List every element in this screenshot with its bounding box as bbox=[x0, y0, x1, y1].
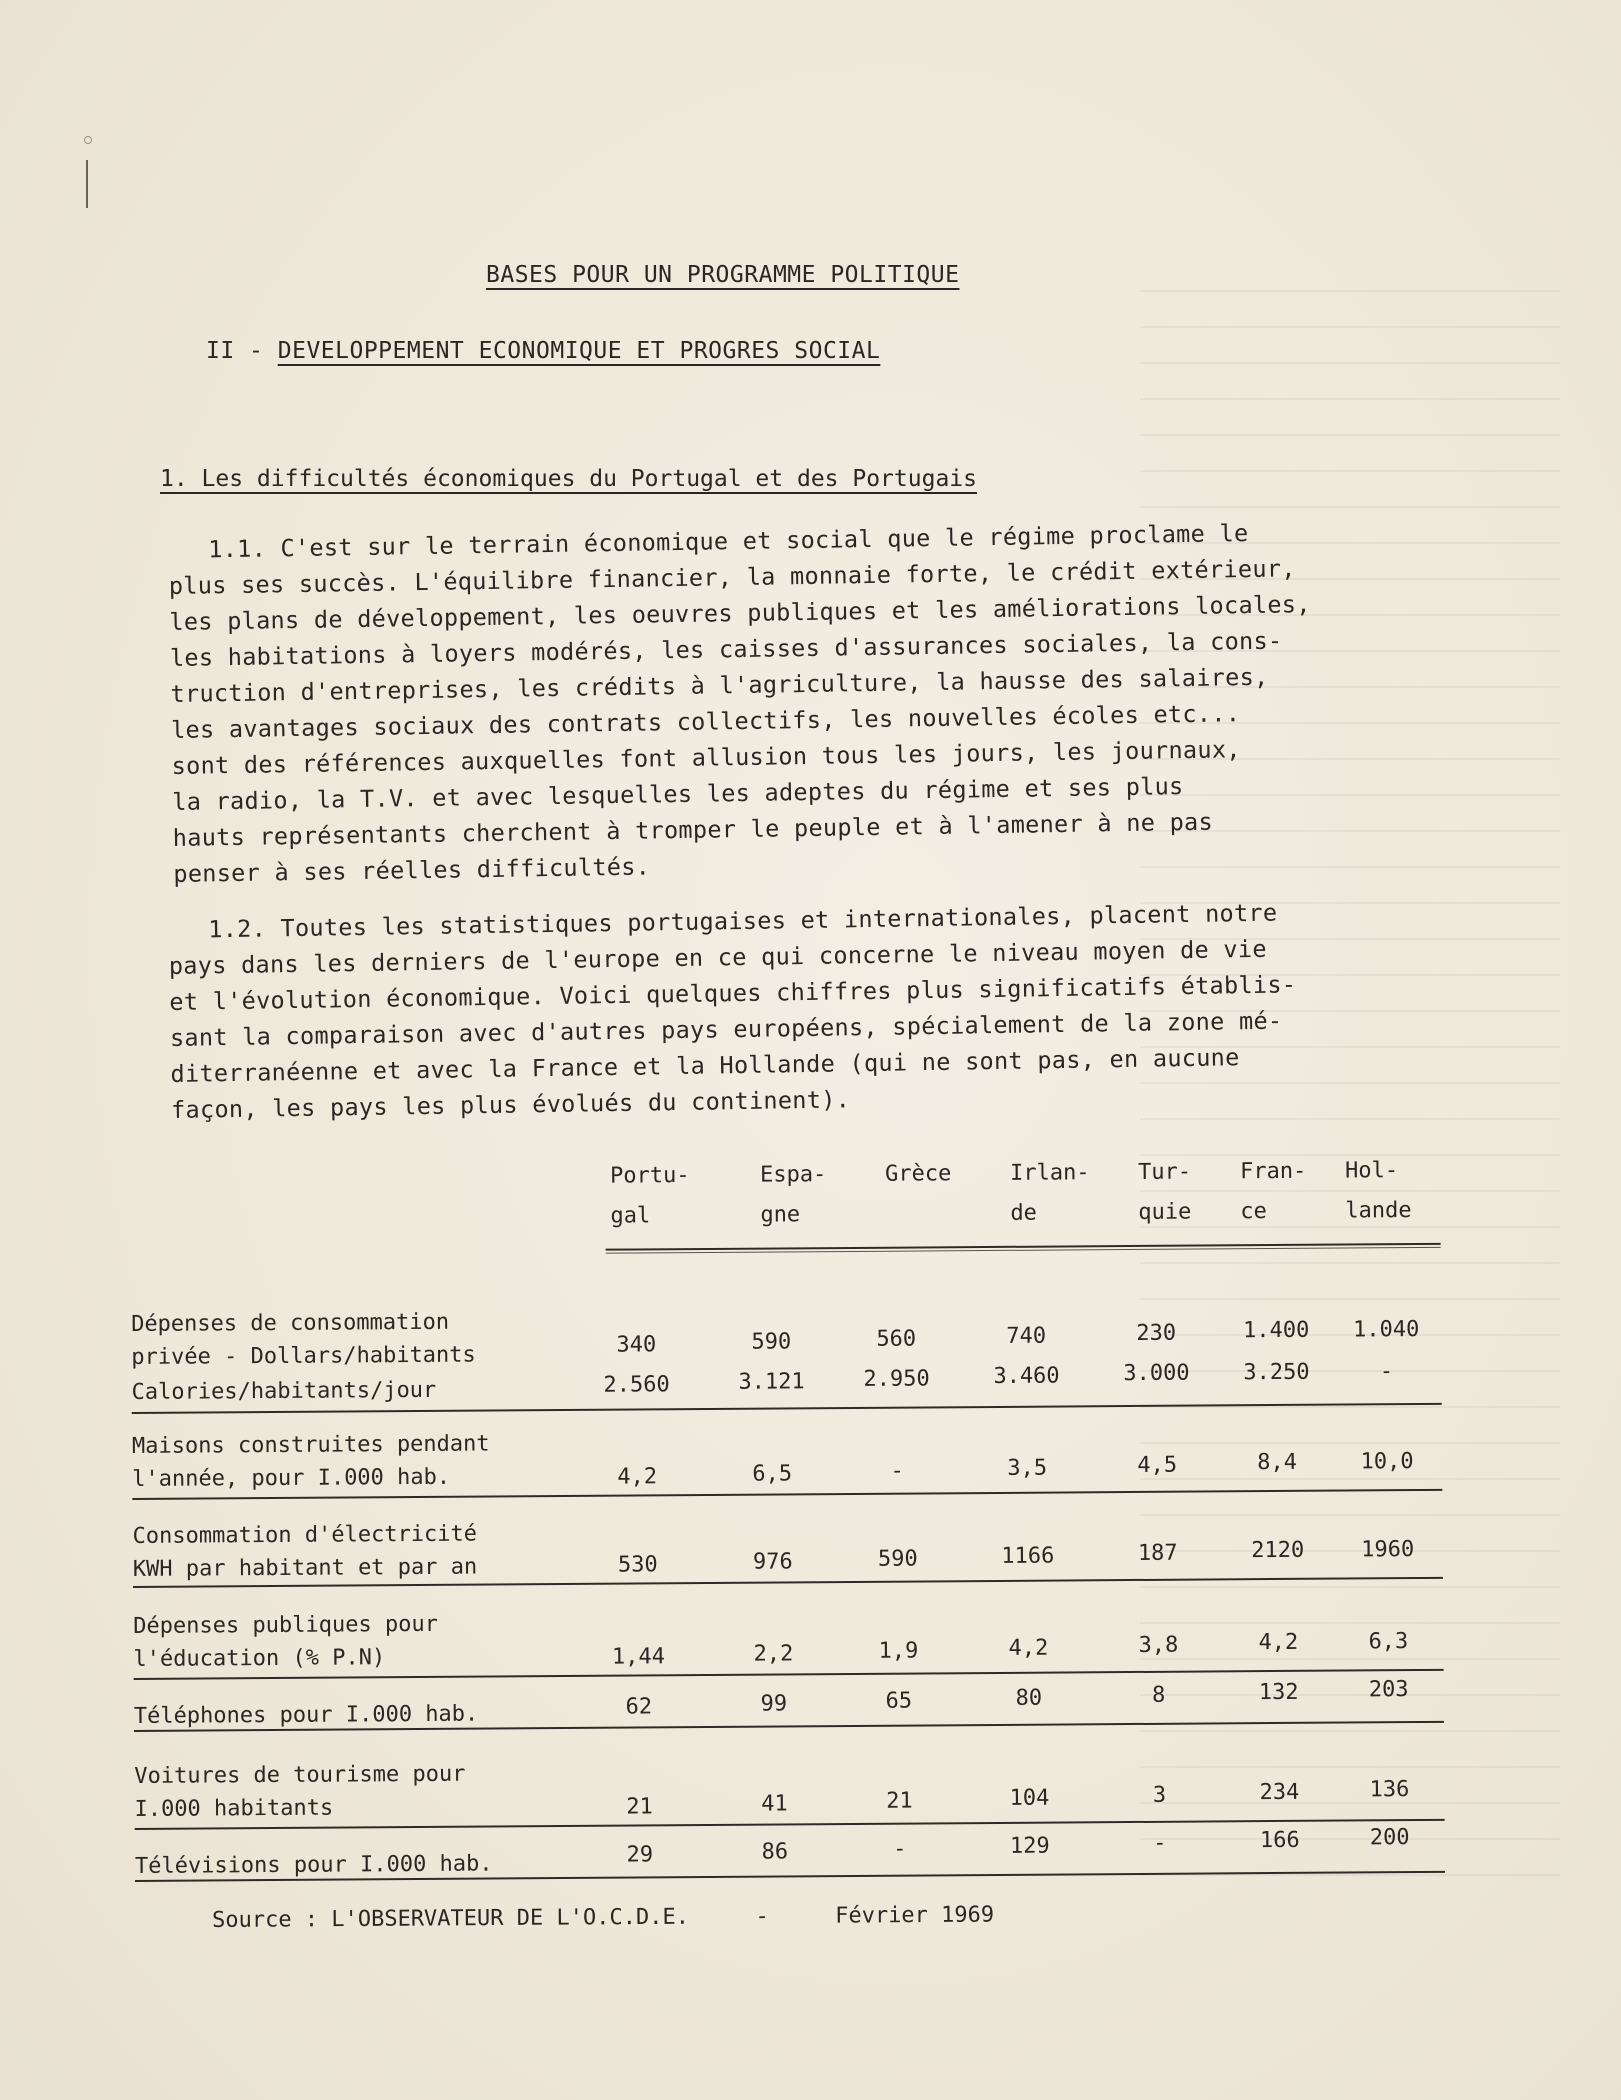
table-cell: 1166 bbox=[1001, 1543, 1055, 1569]
table-cell: 590 bbox=[877, 1546, 918, 1572]
section-heading: 1. Les difficultés économiques du Portugal et des Portugais bbox=[160, 466, 977, 492]
row-label bbox=[131, 1306, 476, 1374]
table-cell: 4,2 bbox=[617, 1464, 658, 1490]
table-row bbox=[133, 1677, 1464, 1729]
table-cell: 1960 bbox=[1361, 1537, 1415, 1563]
column-header-espagne bbox=[760, 1155, 827, 1235]
table-cell: 740 bbox=[1006, 1323, 1047, 1349]
table-cell: 2.950 bbox=[863, 1366, 930, 1392]
paragraph-line: pays dans les derniers de l'europe en ce qui concerne le niveau moyen de vie bbox=[168, 934, 1267, 980]
table-cell: 3.000 bbox=[1123, 1360, 1190, 1387]
document-subtitle bbox=[206, 338, 880, 364]
column-header-line: de bbox=[1010, 1200, 1037, 1226]
table-cell: - bbox=[890, 1458, 904, 1484]
table-cell: 8,4 bbox=[1257, 1449, 1298, 1476]
table-cell: 62 bbox=[625, 1694, 653, 1720]
paragraph-line: les avantages sociaux des contrats collectifs, les nouvelles écoles etc... bbox=[170, 699, 1241, 744]
row-label-line: Télévisions pour I.000 hab. bbox=[134, 1851, 493, 1879]
table-cell: 2.560 bbox=[603, 1372, 670, 1398]
table-cell: 41 bbox=[761, 1791, 788, 1817]
table-cell: 136 bbox=[1369, 1777, 1410, 1803]
row-label bbox=[132, 1427, 490, 1495]
table-cell: 8 bbox=[1152, 1682, 1166, 1708]
table-cell: 2,2 bbox=[753, 1641, 794, 1667]
table-cell: - bbox=[1153, 1830, 1167, 1856]
column-header-line: quie bbox=[1138, 1199, 1192, 1225]
table-cell: 6,5 bbox=[752, 1461, 793, 1487]
table-cell: 3,8 bbox=[1138, 1632, 1179, 1658]
paragraph-1-1 bbox=[168, 512, 1424, 892]
table-cell: 129 bbox=[1009, 1833, 1050, 1859]
column-header-hollande bbox=[1345, 1151, 1412, 1231]
table-cell: 4,5 bbox=[1137, 1452, 1178, 1478]
source-publication: L'OBSERVATEUR DE L'O.C.D.E. bbox=[331, 1904, 690, 1933]
table-cell: 4,2 bbox=[1258, 1629, 1299, 1656]
row-label-line: Dépenses publiques pour bbox=[133, 1611, 438, 1639]
table-cell: 86 bbox=[761, 1839, 789, 1865]
row-label-line: privée - Dollars/habitants bbox=[131, 1342, 476, 1370]
paragraph-line: plus ses succès. L'équilibre financier, la monnaie forte, le crédit extérieur, bbox=[168, 554, 1296, 600]
subtitle-text: DEVELOPPEMENT ECONOMIQUE ET PROGRES SOCIAL bbox=[277, 338, 881, 364]
row-label-line: Voitures de tourisme pour bbox=[134, 1761, 466, 1789]
source-date: Février 1969 bbox=[835, 1902, 995, 1929]
paragraph-line: 1.2. Toutes les statistiques portugaises et internationales, placent notre bbox=[208, 898, 1278, 944]
column-header-line: gal bbox=[610, 1203, 651, 1229]
table-cell: 590 bbox=[751, 1329, 792, 1355]
table-cell: 187 bbox=[1137, 1540, 1178, 1566]
paragraph-line: hauts représentants cherchent à tromper le peuple et à l'amener à ne pas bbox=[172, 807, 1214, 852]
source-label: Source : bbox=[212, 1907, 319, 1933]
column-header-line: Grèce bbox=[885, 1161, 952, 1187]
column-header-line: gne bbox=[760, 1202, 801, 1228]
paragraph-line: sant la comparaison avec d'autres pays européens, spécialement de la zone mé- bbox=[169, 1006, 1283, 1052]
table-cell: 2120 bbox=[1251, 1537, 1305, 1564]
table-cell: 29 bbox=[626, 1842, 654, 1868]
table-cell: 21 bbox=[886, 1788, 913, 1814]
table-cell: 3.250 bbox=[1243, 1359, 1310, 1386]
paragraph-line: les habitations à loyers modérés, les caisses d'assurances sociales, la cons- bbox=[169, 626, 1283, 672]
column-header-france bbox=[1240, 1152, 1307, 1232]
paragraph-line: les plans de développement, les oeuvres publiques et les améliorations locales, bbox=[169, 590, 1311, 636]
paragraph-1-2 bbox=[168, 892, 1421, 1128]
column-header-line: ce bbox=[1240, 1199, 1267, 1225]
table-cell: 166 bbox=[1259, 1827, 1300, 1854]
paragraph-line: 1.1. C'est sur le terrain économique et social que le régime proclame le bbox=[208, 519, 1249, 564]
column-header-line: lande bbox=[1345, 1198, 1412, 1224]
table-cell: 530 bbox=[617, 1552, 658, 1578]
subtitle-prefix: II - bbox=[206, 338, 264, 364]
column-header-turquie bbox=[1138, 1153, 1192, 1233]
margin-hole-mark bbox=[84, 136, 92, 144]
paragraph-line: sont des références auxquelles font allusion tous les jours, les journaux, bbox=[171, 735, 1241, 780]
margin-pencil-mark bbox=[86, 160, 88, 208]
column-header-line: Tur- bbox=[1138, 1159, 1192, 1185]
table-cell: 104 bbox=[1009, 1785, 1050, 1811]
table-cell: 10,0 bbox=[1360, 1449, 1414, 1475]
table-cell: - bbox=[893, 1836, 907, 1862]
paragraph-line: et l'évolution économique. Voici quelques chiffres plus significatifs établis- bbox=[169, 970, 1297, 1016]
table-cell: 340 bbox=[616, 1332, 657, 1358]
table-cell: 3,5 bbox=[1007, 1455, 1048, 1481]
column-header-portugal bbox=[610, 1156, 690, 1237]
column-header-line: Hol- bbox=[1345, 1158, 1399, 1184]
paragraph-line: diterranéenne et avec la France et la Hollande (qui ne sont pas, en aucune bbox=[170, 1043, 1240, 1088]
table-cell: 21 bbox=[626, 1794, 653, 1820]
row-label-line: Téléphones pour I.000 hab. bbox=[133, 1701, 479, 1729]
statistics-table bbox=[130, 1151, 1460, 1879]
row-label-line: Calories/habitants/jour bbox=[131, 1377, 437, 1405]
table-cell: 3.121 bbox=[738, 1369, 805, 1395]
paragraph-line: façon, les pays les plus évolués du continent). bbox=[170, 1085, 851, 1124]
table-cell: 99 bbox=[760, 1691, 788, 1717]
table-cell: 80 bbox=[1015, 1685, 1043, 1711]
row-label-line: l'année, pour I.000 hab. bbox=[132, 1464, 451, 1492]
column-header-line: Espa- bbox=[760, 1162, 827, 1188]
table-cell: 4,2 bbox=[1008, 1635, 1049, 1661]
row-label bbox=[133, 1608, 438, 1676]
table-cell: 976 bbox=[752, 1549, 793, 1575]
table-cell: 6,3 bbox=[1368, 1629, 1409, 1655]
row-label-line: KWH par habitant et par an bbox=[132, 1554, 478, 1582]
row-label bbox=[133, 1518, 478, 1586]
table-cell: 1.040 bbox=[1353, 1317, 1420, 1343]
row-label bbox=[132, 1374, 437, 1409]
table-cell: 1,44 bbox=[611, 1644, 666, 1670]
table-cell: 560 bbox=[876, 1326, 917, 1352]
row-label-line: Consommation d'électricité bbox=[132, 1521, 478, 1549]
paragraph-line: truction d'entreprises, les crédits à l'agriculture, la hausse des salaires, bbox=[170, 662, 1269, 708]
table-cell: 3.460 bbox=[993, 1363, 1060, 1389]
row-label-line: l'éducation (% P.N) bbox=[133, 1645, 386, 1672]
column-header-grece bbox=[885, 1154, 952, 1194]
paragraph-line: la radio, la T.V. et avec lesquelles les adeptes du régime et ses plus bbox=[172, 772, 1184, 816]
column-header-irlande bbox=[1010, 1153, 1090, 1234]
row-label bbox=[134, 1758, 466, 1826]
row-label-line: Maisons construites pendant bbox=[131, 1431, 490, 1459]
column-header-line: Irlan- bbox=[1010, 1160, 1090, 1186]
table-cell: 132 bbox=[1258, 1679, 1299, 1706]
source-citation bbox=[212, 1903, 994, 1933]
table-cell: 203 bbox=[1368, 1677, 1409, 1703]
table-cell: 1.400 bbox=[1243, 1317, 1310, 1344]
column-header-line: Fran- bbox=[1240, 1158, 1307, 1185]
source-dash: - bbox=[755, 1904, 769, 1930]
table-cell: 65 bbox=[885, 1688, 913, 1714]
table-row bbox=[134, 1825, 1465, 1879]
document-title: BASES POUR UN PROGRAMME POLITIQUE bbox=[486, 262, 960, 288]
paragraph-line: penser à ses réelles difficultés. bbox=[173, 852, 651, 888]
table-cell: 1,9 bbox=[878, 1638, 919, 1664]
table-cell: 200 bbox=[1369, 1825, 1410, 1851]
table-cell: 230 bbox=[1136, 1320, 1177, 1346]
table-cell: 3 bbox=[1152, 1782, 1167, 1808]
column-header-line: Portu- bbox=[610, 1163, 690, 1189]
row-label-line: Dépenses de consommation bbox=[131, 1309, 450, 1337]
table-cell: - bbox=[1379, 1359, 1394, 1385]
table-cell: 234 bbox=[1259, 1779, 1300, 1806]
row-label-line: I.000 habitants bbox=[134, 1795, 334, 1822]
